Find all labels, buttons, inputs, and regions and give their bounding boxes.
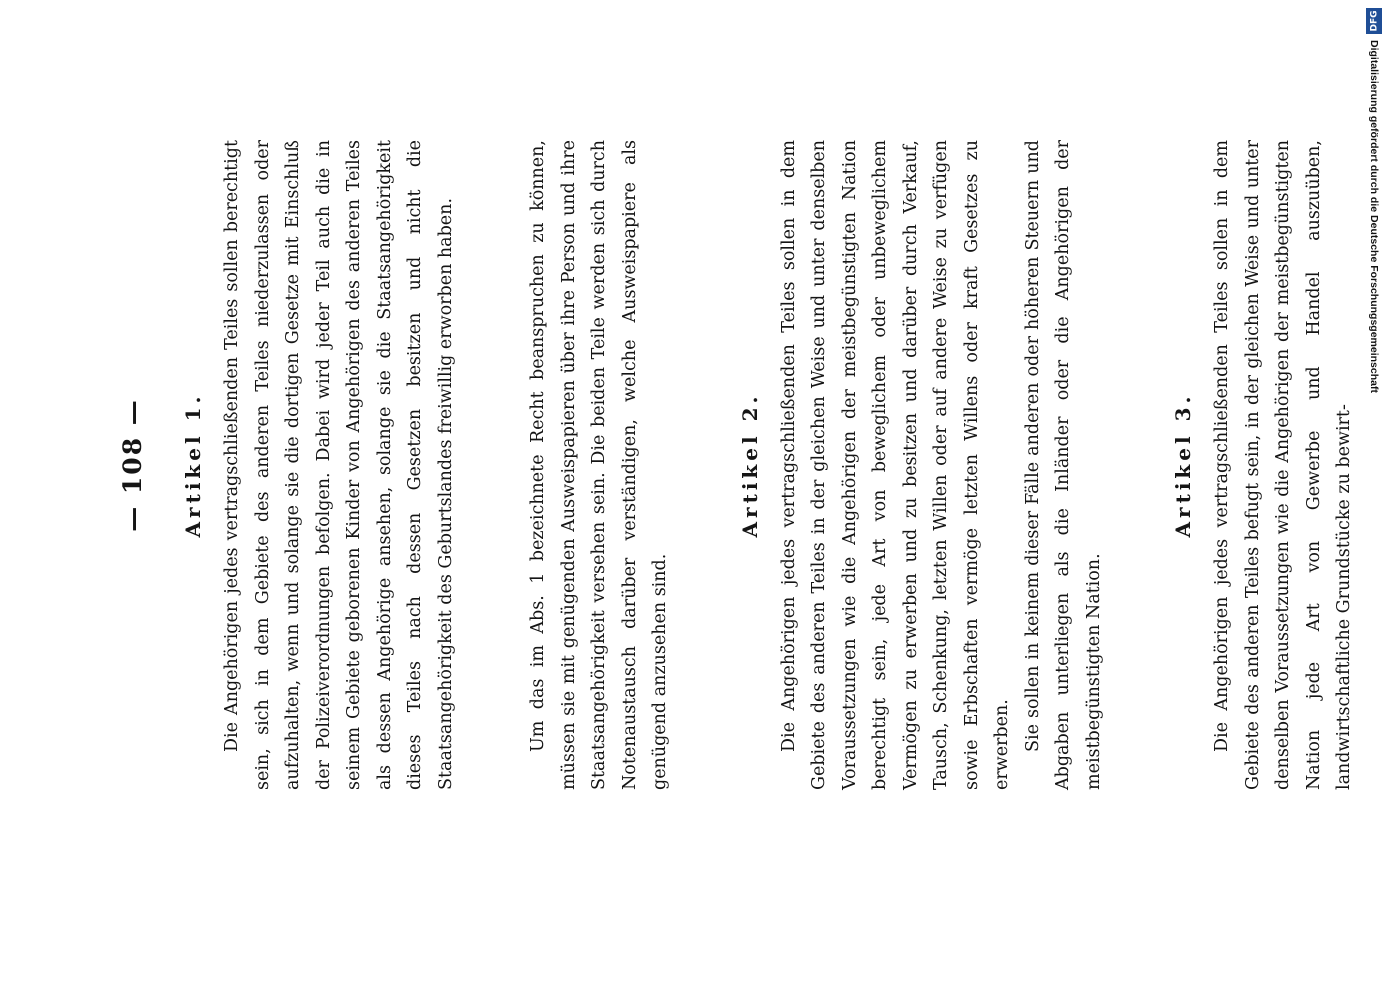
article-gap bbox=[1109, 140, 1171, 790]
page-number: — 108 — bbox=[118, 398, 147, 532]
article-1-paragraph-1: Die Angehörigen jedes vertragschließenden Teiles sollen berechtigt sein, sich in dem Gebiete des anderen Teiles niederzulassen oder aufzuhalten, wenn und solange sie die dortigen Gesetze mit Einschluß der Polizeiverordnungen befolgen. Dabei wird jeder Teil auch die in seinem Gebiete geborenen Kinder von Angehörigen des anderen Teiles als dessen Angehörige ansehen, solange sie die Staatsangehörigkeit dieses Teiles nach dessen Gesetzen besitzen und nicht die Staatsangehörigkeit des Geburtslandes freiwillig erworben haben. bbox=[222, 140, 456, 790]
article-gap bbox=[676, 140, 738, 790]
article-1-paragraph-2: Um das im Abs. 1 bezeichnete Recht beanspruchen zu können, müssen sie mit genügenden Ausweispapieren über ihre Person und ihre Staatsangehörigkeit versehen sein. Die beiden Teile werden sich durch Notenaustausch darüber verständigen, welche Ausweispapiere als genügend anzusehen sind. bbox=[528, 140, 670, 790]
article-2-paragraph-2: Sie sollen in keinem dieser Fälle anderen oder höheren Steuern und Abgaben unterliegen als die Inländer oder die Angehörigen der meistbegünstigten Nation. bbox=[1022, 140, 1104, 790]
article-3-paragraph-1: Die Angehörigen jedes vertragschließenden Teiles sollen in dem Gebiete des anderen Teiles befugt sein, in der gleichen Weise und unter denselben Voraussetzungen wie die Angehörigen der meistbegünstigten Nation jede Art von Gewerbe und Handel auszuüben, landwirtschaftliche Grundstücke zu bewirt- bbox=[1212, 140, 1354, 790]
article-1-title: Artikel 1. bbox=[181, 392, 205, 538]
article-3-title: Artikel 3. bbox=[1171, 392, 1195, 538]
paragraph-gap bbox=[461, 140, 523, 790]
dfg-watermark bbox=[1366, 8, 1382, 998]
watermark-text-box bbox=[1366, 40, 1382, 990]
watermark-text: Digitalisierung gefördert durch die Deutsche Forschungsgemeinschaft bbox=[1368, 40, 1380, 393]
page-body bbox=[118, 140, 1360, 790]
dfg-logo-icon: DFG bbox=[1366, 8, 1382, 34]
article-2-title: Artikel 2. bbox=[737, 392, 762, 538]
article-2-paragraph-1: Die Angehörigen jedes vertragschließenden Teiles sollen in dem Gebiete des anderen Teiles in der gleichen Weise und unter denselben Voraussetzungen wie die Angehörigen der meistbegünstigten Nation berechtigt sein, jede Art von beweglichem oder unbeweglichem Vermögen zu erwerben und zu besitzen und darüber durch Verkauf, Tausch, Schenkung, letzten Willen oder auf andere Weise zu verfügen sowie Erbschaften vermöge letzten Willens oder kraft Gesetzes zu erwerben. bbox=[778, 140, 1012, 790]
